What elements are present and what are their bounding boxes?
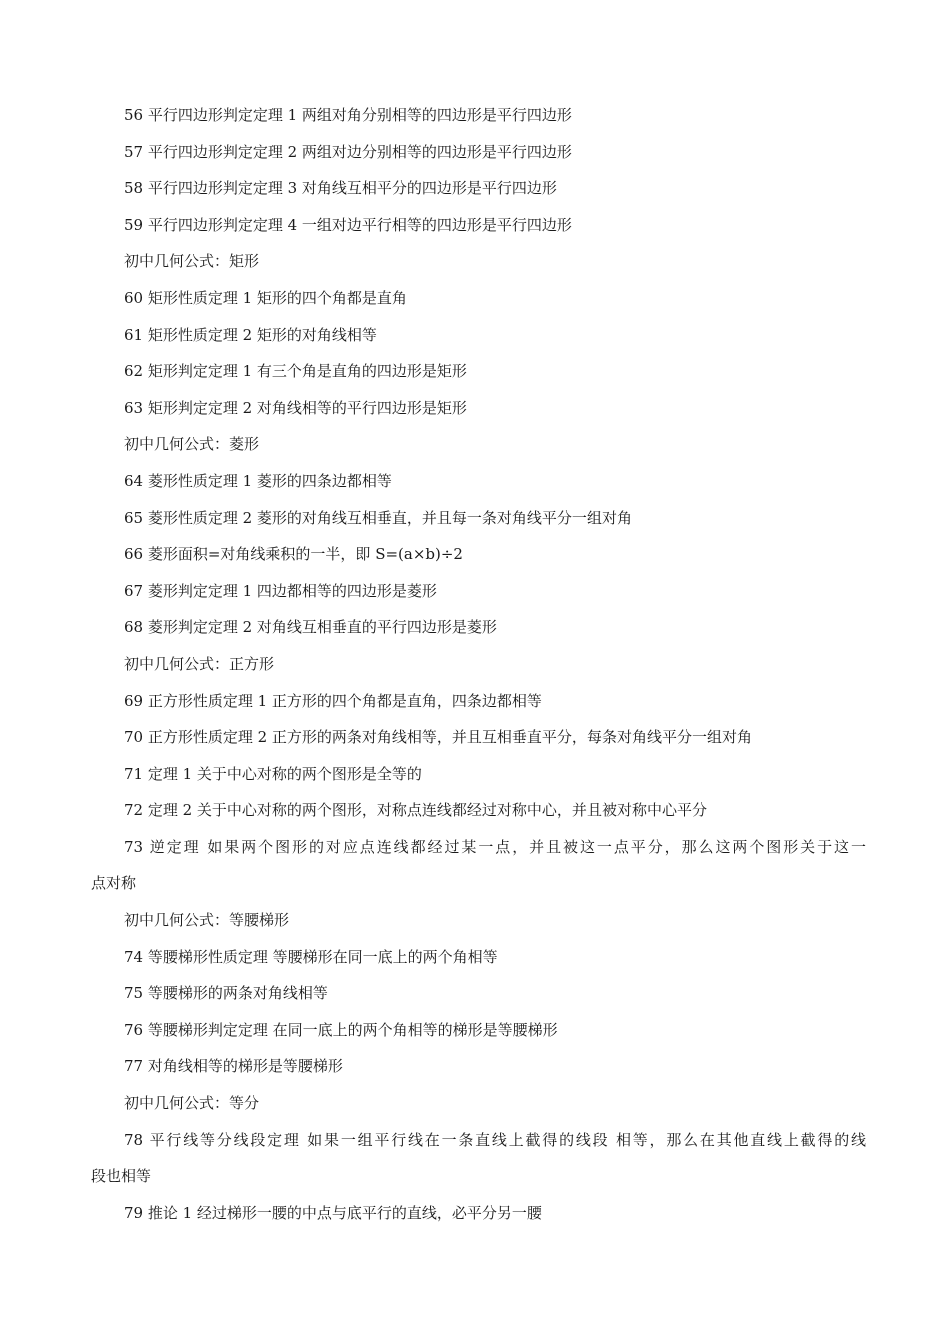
theorem-58: 58 平行四边形判定定理 3 对角线互相平分的四边形是平行四边形 [124, 179, 557, 198]
theorem-64: 64 菱形性质定理 1 菱形的四条边都相等 [124, 471, 392, 490]
theorem-62: 62 矩形判定定理 1 有三个角是直角的四边形是矩形 [124, 362, 467, 381]
theorem-74: 74 等腰梯形性质定理 等腰梯形在同一底上的两个角相等 [124, 947, 498, 966]
theorem-57: 57 平行四边形判定定理 2 两组对边分别相等的四边形是平行四边形 [124, 142, 572, 161]
section-heading-rectangle: 初中几何公式：矩形 [124, 252, 260, 271]
theorem-73-line-2: 点对称 [91, 874, 137, 893]
section-heading-square: 初中几何公式：正方形 [124, 654, 275, 673]
theorem-77: 77 对角线相等的梯形是等腰梯形 [124, 1057, 343, 1076]
theorem-78-line-2: 段也相等 [91, 1167, 152, 1186]
theorem-76: 76 等腰梯形判定定理 在同一底上的两个角相等的梯形是等腰梯形 [124, 1020, 558, 1039]
theorem-56: 56 平行四边形判定定理 1 两组对角分别相等的四边形是平行四边形 [124, 106, 572, 124]
document-body [91, 97, 866, 1231]
theorem-78-line-1: 78 平行线等分线段定理 如果一组平行线在一条直线上截得的线段 相等，那么在其他直线上截得的线 [124, 1130, 866, 1149]
theorem-73-line-1: 73 逆定理 如果两个图形的对应点连线都经过某一点，并且被这一点平分，那么这两个图形关于这一 [124, 837, 866, 856]
theorem-79: 79 推论 1 经过梯形一腰的中点与底平行的直线，必平分另一腰 [124, 1203, 542, 1222]
theorem-60: 60 矩形性质定理 1 矩形的四个角都是直角 [124, 288, 407, 307]
theorem-67: 67 菱形判定定理 1 四边都相等的四边形是菱形 [124, 581, 437, 600]
theorem-63: 63 矩形判定定理 2 对角线相等的平行四边形是矩形 [124, 398, 467, 417]
theorem-61: 61 矩形性质定理 2 矩形的对角线相等 [124, 325, 377, 344]
theorem-59: 59 平行四边形判定定理 4 一组对边平行相等的四边形是平行四边形 [124, 215, 572, 234]
theorem-69: 69 正方形性质定理 1 正方形的四个角都是直角，四条边都相等 [124, 691, 542, 710]
theorem-65: 65 菱形性质定理 2 菱形的对角线互相垂直，并且每一条对角线平分一组对角 [124, 508, 632, 527]
theorem-78 [91, 1122, 866, 1195]
theorem-75: 75 等腰梯形的两条对角线相等 [124, 984, 328, 1003]
theorem-66: 66 菱形面积=对角线乘积的一半，即 S=(a×b)÷2 [124, 545, 463, 564]
theorem-68: 68 菱形判定定理 2 对角线互相垂直的平行四边形是菱形 [124, 618, 497, 637]
theorem-70: 70 正方形性质定理 2 正方形的两条对角线相等，并且互相垂直平分，每条对角线平分一组对角 [124, 728, 752, 747]
theorem-73 [91, 829, 866, 902]
section-heading-rhombus: 初中几何公式：菱形 [124, 435, 260, 454]
section-heading-equal-division: 初中几何公式：等分 [124, 1094, 260, 1113]
theorem-72: 72 定理 2 关于中心对称的两个图形，对称点连线都经过对称中心，并且被对称中心平分 [124, 801, 707, 820]
theorem-71: 71 定理 1 关于中心对称的两个图形是全等的 [124, 764, 422, 783]
section-heading-isosceles-trapezoid: 初中几何公式：等腰梯形 [124, 911, 290, 930]
